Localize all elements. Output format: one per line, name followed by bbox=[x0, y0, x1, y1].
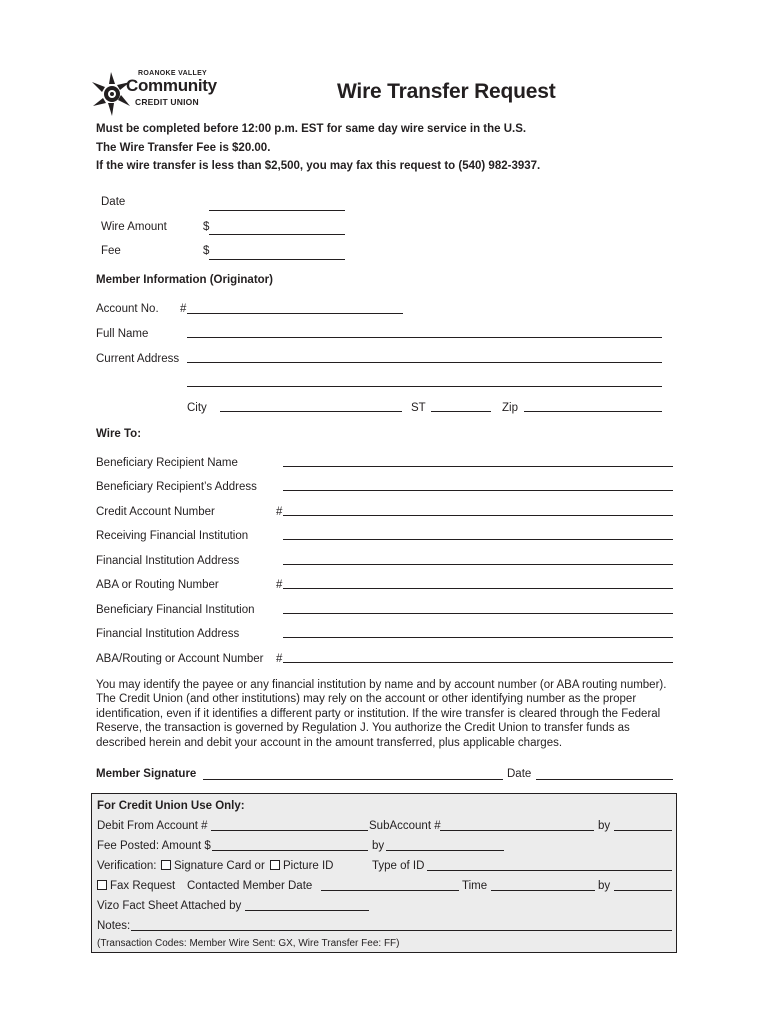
office-use-box bbox=[91, 793, 677, 953]
wire-to-field[interactable] bbox=[283, 490, 673, 491]
subaccount-label: SubAccount # bbox=[369, 820, 441, 832]
fee-dollar: $ bbox=[203, 245, 210, 257]
city-field[interactable] bbox=[220, 411, 402, 412]
fee-label: Fee bbox=[101, 245, 121, 257]
wire-to-label: Beneficiary Recipient’s Address bbox=[96, 481, 257, 493]
vizo-field[interactable] bbox=[245, 910, 369, 911]
wire-to-field[interactable] bbox=[283, 613, 673, 614]
wire-to-hash: # bbox=[276, 653, 283, 665]
wire-to-hash: # bbox=[276, 506, 283, 518]
state-label: ST bbox=[411, 402, 426, 414]
signature-date-label: Date bbox=[507, 768, 532, 780]
wire-amount-dollar: $ bbox=[203, 221, 210, 233]
fee-posted-label: Fee Posted: Amount $ bbox=[97, 840, 211, 852]
signature-date-field[interactable] bbox=[536, 779, 673, 780]
logo-line3: CREDIT UNION bbox=[135, 97, 199, 107]
zip-field[interactable] bbox=[524, 411, 662, 412]
wire-to-label: Beneficiary Financial Institution bbox=[96, 604, 255, 616]
debit-by-field[interactable] bbox=[614, 830, 672, 831]
debit-from-label: Debit From Account # bbox=[97, 820, 208, 832]
full-name-label: Full Name bbox=[96, 328, 149, 340]
wire-to-heading: Wire To: bbox=[96, 428, 142, 440]
debit-by-label: by bbox=[598, 820, 611, 832]
fax-request-label: Fax Request bbox=[110, 880, 176, 892]
picture-id-label: Picture ID bbox=[283, 860, 334, 872]
fee-posted-by-label: by bbox=[372, 840, 385, 852]
signature-card-checkbox[interactable] bbox=[161, 860, 171, 870]
credit-union-logo bbox=[90, 70, 230, 118]
signature-card-label: Signature Card or bbox=[174, 860, 265, 872]
wire-to-label: Beneficiary Recipient Name bbox=[96, 457, 238, 469]
current-address-field-1[interactable] bbox=[187, 362, 662, 363]
fee-field[interactable] bbox=[209, 259, 345, 260]
wire-amount-label: Wire Amount bbox=[101, 221, 167, 233]
account-no-label: Account No. bbox=[96, 303, 159, 315]
contacted-member-date-field[interactable] bbox=[321, 890, 459, 891]
date-field[interactable] bbox=[209, 210, 345, 211]
notes-label: Notes: bbox=[97, 920, 131, 932]
wire-to-field[interactable] bbox=[283, 588, 673, 589]
date-label: Date bbox=[101, 196, 126, 208]
wire-to-field[interactable] bbox=[283, 515, 673, 516]
notice-fee: The Wire Transfer Fee is $20.00. bbox=[96, 142, 271, 154]
current-address-field-2[interactable] bbox=[187, 386, 662, 387]
debit-from-field[interactable] bbox=[211, 830, 368, 831]
picture-id-option[interactable] bbox=[270, 859, 334, 873]
wire-to-field[interactable] bbox=[283, 662, 673, 663]
office-use-heading: For Credit Union Use Only: bbox=[97, 800, 245, 812]
full-name-field[interactable] bbox=[187, 337, 662, 338]
wire-to-hash: # bbox=[276, 579, 283, 591]
wire-to-field[interactable] bbox=[283, 539, 673, 540]
subaccount-field[interactable] bbox=[440, 830, 594, 831]
type-of-id-field[interactable] bbox=[427, 870, 672, 871]
notice-deadline: Must be completed before 12:00 p.m. EST for same day wire service in the U.S. bbox=[96, 123, 527, 135]
state-field[interactable] bbox=[431, 411, 491, 412]
zip-label: Zip bbox=[502, 402, 518, 414]
transaction-codes-note: (Transaction Codes: Member Wire Sent: GX, Wire Transfer Fee: FF) bbox=[97, 938, 400, 949]
wire-to-label: Financial Institution Address bbox=[96, 555, 240, 567]
fax-request-option[interactable] bbox=[97, 879, 175, 893]
account-no-hash: # bbox=[180, 303, 187, 315]
page-title: Wire Transfer Request bbox=[337, 80, 556, 103]
current-address-label: Current Address bbox=[96, 353, 180, 365]
disclaimer-paragraph: You may identify the payee or any financial institution by name and by account number (or ABA routing number). The Credit Union (and other institutions) may rely on the account or other identifying number as the proper identification, even if it identifies a different party or institution. If the wire transfer is cleared through the Federal Reserve, the transaction is governed by Regulation J. You authorize the Credit Union to transfer funds as described herein and debit your account in the amount transferred, plus applicable charges. bbox=[96, 679, 667, 749]
member-info-heading: Member Information (Originator) bbox=[96, 274, 273, 286]
logo-line2: Community bbox=[126, 76, 217, 95]
signature-card-option[interactable] bbox=[161, 859, 265, 873]
vizo-label: Vizo Fact Sheet Attached by bbox=[97, 900, 242, 912]
time-label: Time bbox=[462, 880, 488, 892]
fee-posted-by-field[interactable] bbox=[386, 850, 504, 851]
member-signature-label: Member Signature bbox=[96, 768, 197, 780]
member-signature-field[interactable] bbox=[203, 779, 503, 780]
notes-field[interactable] bbox=[131, 930, 672, 931]
wire-to-label: Financial Institution Address bbox=[96, 628, 240, 640]
wire-to-field[interactable] bbox=[283, 637, 673, 638]
type-of-id-label: Type of ID bbox=[372, 860, 425, 872]
fee-posted-field[interactable] bbox=[212, 850, 368, 851]
wire-to-field[interactable] bbox=[283, 466, 673, 467]
contacted-by-label: by bbox=[598, 880, 611, 892]
contacted-member-date-label: Contacted Member Date bbox=[187, 880, 313, 892]
account-no-field[interactable] bbox=[187, 313, 403, 314]
wire-amount-field[interactable] bbox=[209, 234, 345, 235]
notice-fax: If the wire transfer is less than $2,500, you may fax this request to (540) 982-3937. bbox=[96, 160, 541, 172]
picture-id-checkbox[interactable] bbox=[270, 860, 280, 870]
wire-to-label: Receiving Financial Institution bbox=[96, 530, 249, 542]
wire-to-label: ABA/Routing or Account Number bbox=[96, 653, 264, 665]
verification-label: Verification: bbox=[97, 860, 157, 872]
wire-to-label: Credit Account Number bbox=[96, 506, 215, 518]
logo-line1: ROANOKE VALLEY bbox=[138, 70, 208, 77]
city-label: City bbox=[187, 402, 207, 414]
wire-to-field[interactable] bbox=[283, 564, 673, 565]
wire-to-label: ABA or Routing Number bbox=[96, 579, 219, 591]
fax-request-checkbox[interactable] bbox=[97, 880, 107, 890]
time-field[interactable] bbox=[491, 890, 595, 891]
contacted-by-field[interactable] bbox=[614, 890, 672, 891]
